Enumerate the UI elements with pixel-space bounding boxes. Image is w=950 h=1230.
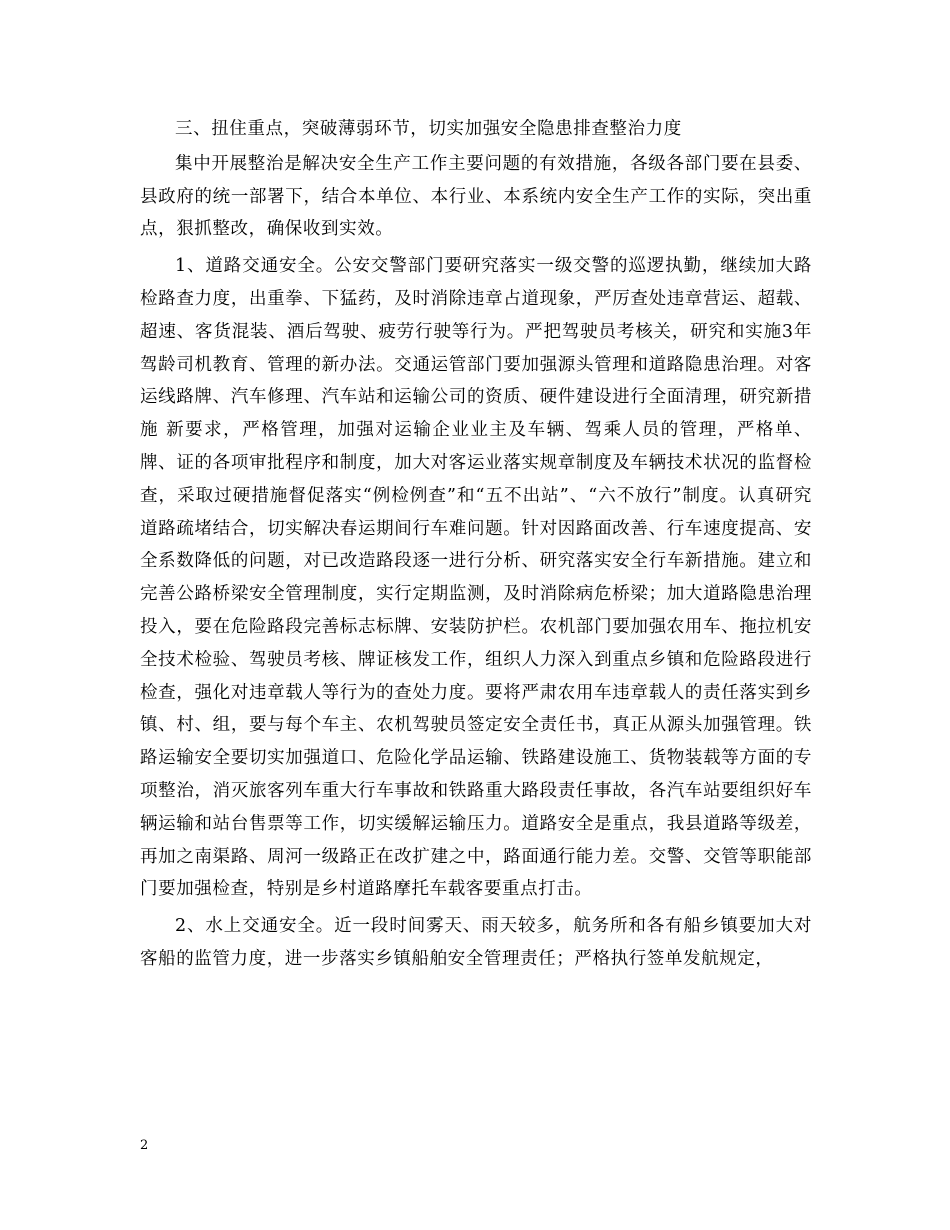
document-body [140,113,812,980]
paragraph-water-traffic-safety: 2、水上交通安全。近一段时间雾天、雨天较多，航务所和各有船乡镇要加大对客船的监管力度，进一步落实乡镇船舶安全管理责任；严格执行签单发航规定， [140,916,812,969]
paragraph-intro: 集中开展整治是解决安全生产工作主要问题的有效措施，各级各部门要在县委、县政府的统一部署下，结合本单位、本行业、本系统内安全生产工作的实际，突出重点，狠抓整改，确保收到实效。 [140,153,812,240]
page-number: 2 [140,1138,149,1153]
section-heading: 三、扭住重点，突破薄弱环节，切实加强安全隐患排查整治力度 [175,119,682,139]
paragraph-road-traffic-safety: 1、道路交通安全。公安交警部门要研究落实一级交警的巡逻执勤，继续加大路检路查力度，出重拳、下猛药，及时消除违章占道现象，严厉查处违章营运、超载、超速、客货混装、酒后驾驶、疲劳行驶等行为。严把驾驶员考核关，研究和实施3年驾龄司机教育、管理的新办法。交通运管部门要加强源头管理和道路隐患治理。对客运线路牌、汽车修理、汽车站和运输公司的资质、硬件建设进行全面清理，研究新措施 新要求，严格管理，加强对运输企业业主及车辆、驾乘人员的管理，严格单、牌、证的各项审批程序和制度，加大对客运业落实规章制度及车辆技术状况的监督检查，采取过硬措施督促落实“例检例查”和“五不出站”、“六不放行”制度。认真研究道路疏堵结合，切实解决春运期间行车难问题。针对因路面改善、行车速度提高、安全系数降低的问题，对已改造路段逐一进行分析、研究落实安全行车新措施。建立和完善公路桥梁安全管理制度，实行定期监测，及时消除病危桥梁；加大道路隐患治理投入，要在危险路段完善标志标牌、安装防护栏。农机部门要加强农用车、拖拉机安全技术检验、驾驶员考核、牌证核发工作，组织人力深入到重点乡镇和危险路段进行检查，强化对违章载人等行为的查处力度。要将严肃农用车违章载人的责任落实到乡镇、村、组，要与每个车主、农机驾驶员签定安全责任书，真正从源头加强管理。铁路运输安全要切实加强道口、危险化学品运输、铁路建设施工、货物装载等方面的专项整治，消灭旅客列车重大行车事故和铁路重大路段责任事故，各汽车站要组织好车辆运输和站台售票等工作，切实缓解运输压力。道路安全是重点，我县道路等级差，再加之南渠路、周河一级路正在改扩建之中，路面通行能力差。交警、交管等职能部门要加强检查，特别是乡村道路摩托车载客要重点打击。 [140,256,812,900]
